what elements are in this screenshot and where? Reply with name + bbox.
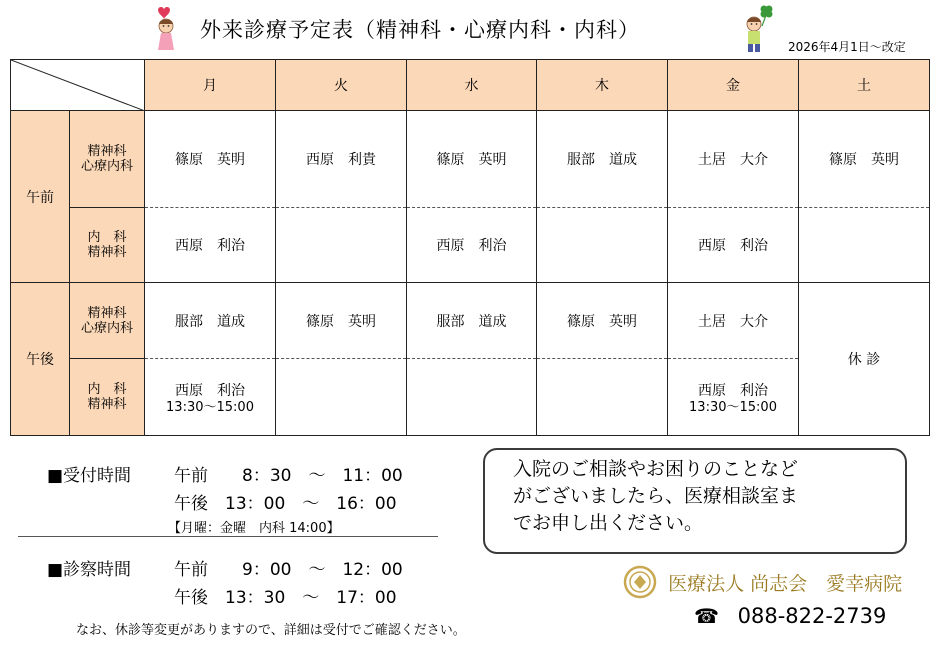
doctor-name: 篠原 英明 <box>829 152 899 168</box>
exam-hours-label: ■診察時間 <box>47 560 132 580</box>
exam-pm-hours: 午後 13：30 ～ 17：00 <box>174 588 397 608</box>
corner-cell <box>11 60 145 111</box>
doctor-name: 西原 利治 <box>698 238 768 254</box>
consult-time: 13:30～15:00 <box>166 399 254 415</box>
schedule-cell <box>537 111 668 208</box>
doctor-name: 篠原 英明 <box>306 313 376 330</box>
doctor-name: 西原 利治 <box>436 238 507 254</box>
day-header-row <box>11 60 930 111</box>
boy-mascot-icon <box>738 2 776 54</box>
schedule-cell <box>799 111 930 208</box>
hospital-logo-icon <box>623 565 657 599</box>
doctor-name: 篠原 英明 <box>436 152 507 168</box>
phone-number: 088-822-2739 <box>737 604 887 628</box>
reception-hours-label: ■受付時間 <box>47 466 132 486</box>
consult-line: でお申し出ください。 <box>513 512 704 534</box>
day-header: 土 <box>799 60 930 111</box>
doctor-name: 西原 利治 <box>175 382 245 399</box>
doctor-name: 服部 道成 <box>436 313 507 330</box>
corner-diagonal <box>11 60 145 111</box>
doctor-name: 土居 大介 <box>698 152 768 168</box>
telephone-icon: ☎ <box>694 604 719 628</box>
divider <box>18 536 438 537</box>
schedule-cell <box>276 359 407 436</box>
consult-line: がございましたら、医療相談室ま <box>513 485 799 507</box>
footnote: なお、休診等変更がありますので、詳細は受付でご確認ください。 <box>76 623 466 638</box>
schedule-cell <box>799 208 930 283</box>
schedule-cell <box>668 208 799 283</box>
schedule-cell <box>276 208 407 283</box>
effective-date: 2026年4月1日～改定 <box>788 40 906 54</box>
period-label: 午後 <box>11 283 70 436</box>
schedule-cell <box>276 283 407 359</box>
doctor-name: 西原 利治 <box>175 238 245 254</box>
dept-label: 精神科 心療内科 <box>70 111 145 208</box>
schedule-cell <box>407 208 537 283</box>
doctor-name: 西原 利治 <box>698 382 768 399</box>
consultation-notice-box <box>483 448 907 554</box>
schedule-cell <box>537 283 668 359</box>
saturday-closed-cell: 休 診 <box>799 283 930 436</box>
schedule-cell <box>145 359 276 436</box>
doctor-name: 服部 道成 <box>175 313 245 330</box>
doctor-name: 篠原 英明 <box>567 313 637 330</box>
schedule-cell <box>668 283 799 359</box>
reception-am-hours: 午前 8：30 ～ 11：00 <box>174 466 403 486</box>
schedule-cell <box>407 283 537 359</box>
reception-note: 【月曜：金曜 内科 14:00】 <box>168 521 340 536</box>
doctor-name: 西原 利貴 <box>306 152 376 168</box>
phone-line <box>694 604 886 628</box>
day-header: 金 <box>668 60 799 111</box>
schedule-cell <box>145 283 276 359</box>
dept-label: 内 科 精神科 <box>70 359 145 436</box>
schedule-cell <box>407 111 537 208</box>
schedule-table <box>10 59 930 436</box>
schedule-cell <box>145 111 276 208</box>
schedule-row <box>11 208 930 283</box>
reception-pm-hours: 午後 13：00 ～ 16：00 <box>174 494 397 514</box>
schedule-cell <box>668 359 799 436</box>
day-header: 火 <box>276 60 407 111</box>
schedule-cell <box>145 208 276 283</box>
doctor-name: 服部 道成 <box>567 152 637 168</box>
day-header: 木 <box>537 60 668 111</box>
consult-time: 13:30～15:00 <box>689 399 777 415</box>
schedule-cell <box>537 208 668 283</box>
schedule-cell <box>668 111 799 208</box>
schedule-cell <box>537 359 668 436</box>
girl-mascot-icon <box>148 6 184 54</box>
page-title: 外来診療予定表（精神科・心療内科・内科） <box>200 18 640 42</box>
hospital-brand <box>623 565 902 599</box>
exam-am-hours: 午前 9：00 ～ 12：00 <box>174 560 403 580</box>
schedule-row <box>11 283 930 359</box>
doctor-name: 篠原 英明 <box>175 152 245 168</box>
period-label: 午前 <box>11 111 70 283</box>
dept-label: 精神科 心療内科 <box>70 283 145 359</box>
day-header: 月 <box>145 60 276 111</box>
schedule-cell <box>276 111 407 208</box>
schedule-row <box>11 359 930 436</box>
schedule-cell <box>407 359 537 436</box>
dept-label: 内 科 精神科 <box>70 208 145 283</box>
schedule-row <box>11 111 930 208</box>
day-header: 水 <box>407 60 537 111</box>
consult-line: 入院のご相談やお困りのことなど <box>513 458 799 480</box>
doctor-name: 土居 大介 <box>698 313 768 330</box>
hospital-name: 医療法人 尚志会 愛幸病院 <box>668 572 903 595</box>
